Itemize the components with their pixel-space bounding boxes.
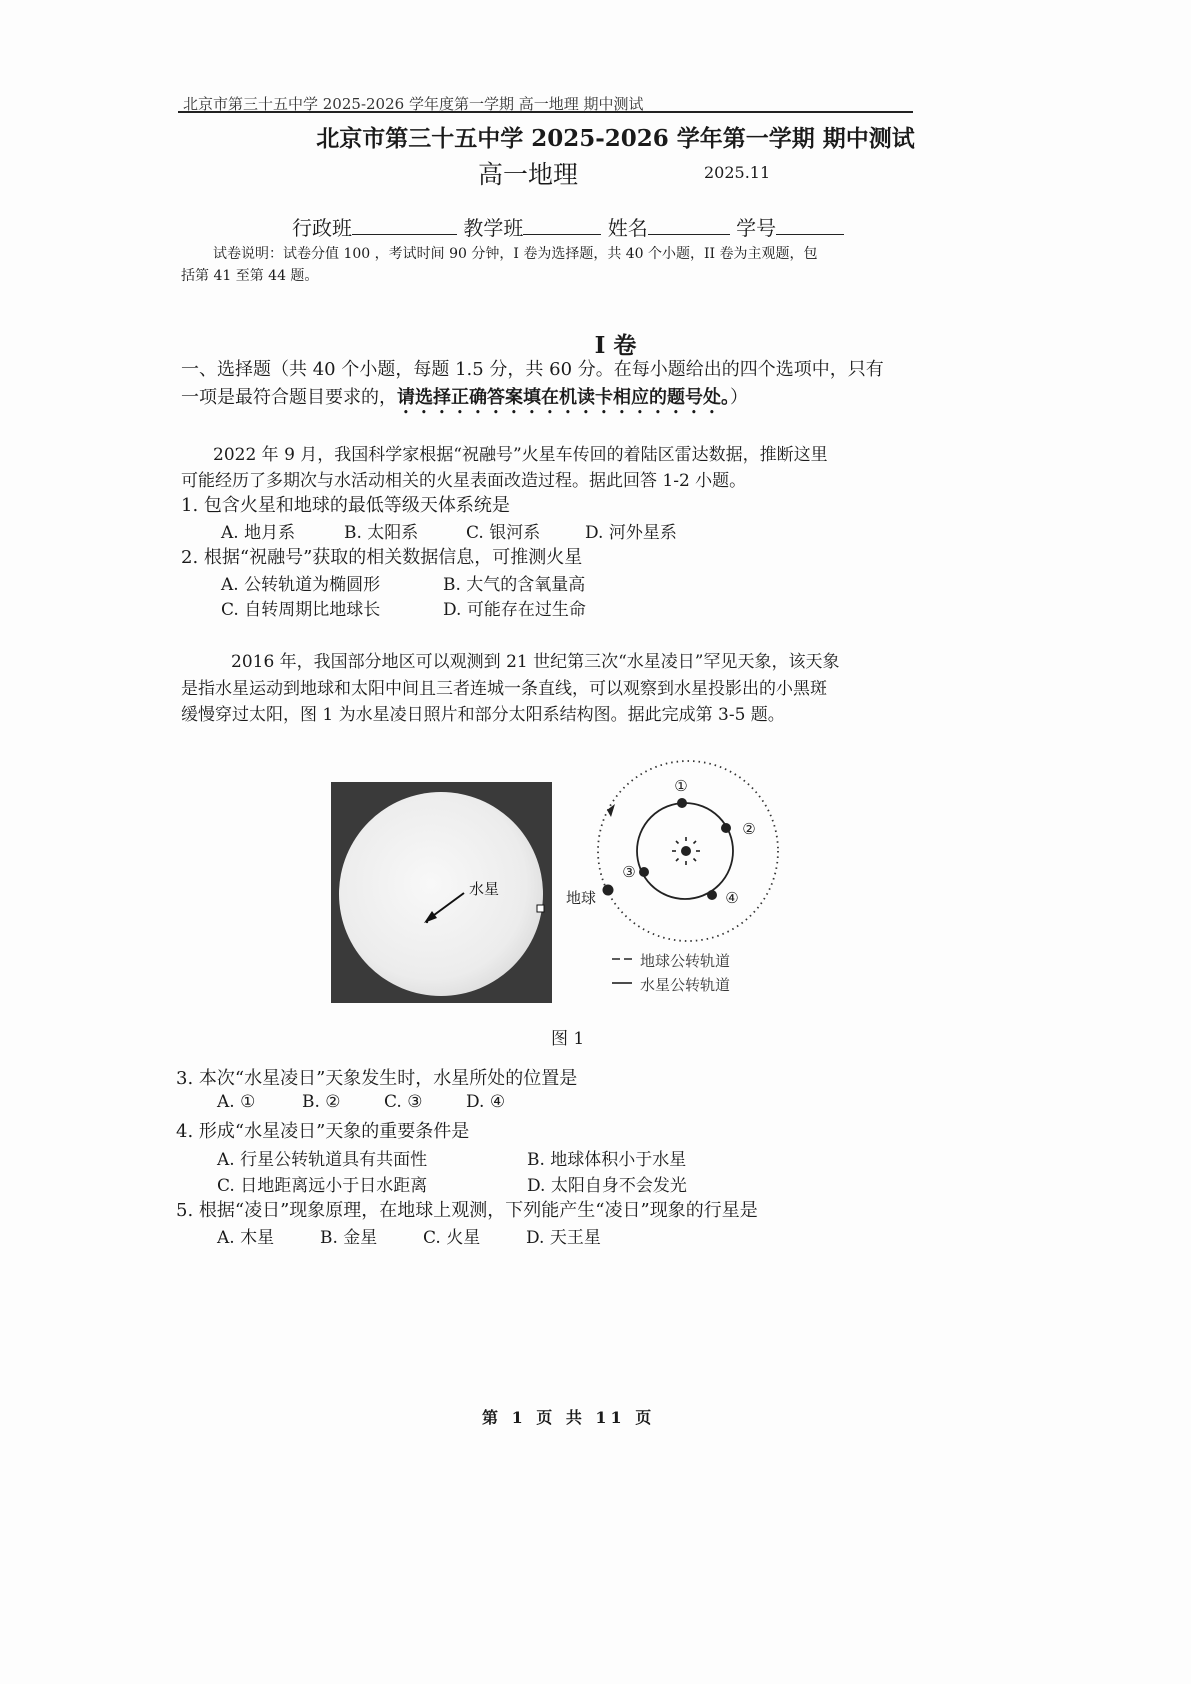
question-5-stem: 5. 根据“凌日”现象原理，在地球上观测，下列能产生“凌日”现象的行星是 bbox=[176, 1200, 758, 1221]
question-5-option-c[interactable]: C. 火星 bbox=[423, 1228, 481, 1248]
position-2-dot bbox=[721, 823, 731, 833]
question-2-option-a[interactable]: A. 公转轨道为椭圆形 bbox=[221, 575, 381, 595]
name-label: 姓名 bbox=[607, 216, 648, 240]
exam-description-line1: 试卷说明：试卷分值 100 ，考试时间 90 分钟，I 卷为选择题，共 40 个小题，II 卷为主观题，包 bbox=[213, 246, 818, 262]
position-1-dot bbox=[677, 798, 687, 808]
question-1-option-b[interactable]: B. 太阳系 bbox=[344, 523, 419, 543]
exam-description-line2: 括第 41 至第 44 题。 bbox=[181, 268, 319, 284]
page-footer: 第 1 页 共 11 页 bbox=[482, 1408, 656, 1427]
question-5-option-a[interactable]: A. 木星 bbox=[217, 1228, 275, 1248]
question-4-option-d[interactable]: D. 太阳自身不会发光 bbox=[527, 1176, 687, 1196]
student-id-field[interactable] bbox=[776, 216, 844, 235]
question-1-option-c[interactable]: C. 银河系 bbox=[466, 523, 541, 543]
question-3-option-a[interactable]: A. ① bbox=[217, 1092, 256, 1112]
student-id-label: 学号 bbox=[736, 216, 777, 240]
header-rule bbox=[178, 111, 913, 113]
passage2-line1: 2016 年，我国部分地区可以观测到 21 世纪第三次“水星凌日”罕见天象，该天象 bbox=[231, 652, 840, 672]
figure-caption: 图 1 bbox=[551, 1029, 585, 1049]
position-1-label: ① bbox=[674, 777, 688, 795]
question-3-option-d[interactable]: D. ④ bbox=[466, 1092, 506, 1112]
legend-earth-orbit: 地球公转轨道 bbox=[640, 952, 731, 970]
question-4-option-a[interactable]: A. 行星公转轨道具有共面性 bbox=[217, 1150, 428, 1170]
section-title: I 卷 bbox=[594, 332, 637, 359]
question-3-option-b[interactable]: B. ② bbox=[302, 1092, 341, 1112]
position-2-label: ② bbox=[742, 820, 756, 838]
question-4-stem: 4. 形成“水星凌日”天象的重要条件是 bbox=[176, 1121, 470, 1142]
question-5-option-b[interactable]: B. 金星 bbox=[320, 1228, 378, 1248]
question-4-option-c[interactable]: C. 日地距离远小于日水距离 bbox=[217, 1176, 428, 1196]
passage1-line2: 可能经历了多期次与水活动相关的火星表面改造过程。据此回答 1-2 小题。 bbox=[181, 471, 747, 491]
question-2-option-c[interactable]: C. 自转周期比地球长 bbox=[221, 600, 381, 620]
arrow-icon bbox=[331, 782, 552, 1003]
admin-class-label: 行政班 bbox=[292, 216, 352, 240]
instruction-end: ） bbox=[730, 387, 748, 408]
running-header: 北京市第三十五中学 2025-2026 学年度第一学期 高一地理 期中测试 bbox=[183, 95, 644, 113]
passage2-line3: 缓慢穿过太阳，图 1 为水星凌日照片和部分太阳系结构图。据此完成第 3-5 题。 bbox=[181, 705, 785, 725]
instruction-plain: 一项是最符合题目要求的， bbox=[181, 387, 397, 408]
sun-icon bbox=[672, 837, 700, 865]
question-2-option-d[interactable]: D. 可能存在过生命 bbox=[443, 600, 586, 620]
passage2-line2: 是指水星运动到地球和太阳中间且三者连城一条直线，可以观察到水星投影出的小黑斑 bbox=[181, 679, 827, 699]
instruction-emphasis: 请选择正确答案填在机读卡相应的题号处。 bbox=[397, 387, 730, 408]
orbit-direction-icon bbox=[607, 804, 615, 817]
teaching-class-field[interactable] bbox=[523, 216, 601, 235]
legend-mercury-orbit: 水星公转轨道 bbox=[640, 976, 731, 994]
mercury-transit-photo bbox=[331, 782, 552, 1003]
position-4-label: ④ bbox=[725, 889, 739, 907]
section-instruction-line1: 一、选择题（共 40 个小题，每题 1.5 分，共 60 分。在每小题给出的四个选项中，只有 bbox=[181, 359, 884, 380]
section-instruction-line2 bbox=[181, 383, 748, 418]
question-2-option-b[interactable]: B. 大气的含氧量高 bbox=[443, 575, 586, 595]
mercury-label: 水星 bbox=[469, 880, 500, 898]
passage1-line1: 2022 年 9 月，我国科学家根据“祝融号”火星车传回的着陆区雷达数据，推断这里 bbox=[213, 445, 828, 465]
earth-label: 地球 bbox=[566, 889, 597, 907]
question-3-option-c[interactable]: C. ③ bbox=[384, 1092, 423, 1112]
position-3-dot bbox=[639, 867, 649, 877]
student-info-line bbox=[292, 212, 844, 241]
question-4-option-b[interactable]: B. 地球体积小于水星 bbox=[527, 1150, 687, 1170]
exam-date: 2025.11 bbox=[704, 163, 771, 182]
question-3-stem: 3. 本次“水星凌日”天象发生时，水星所处的位置是 bbox=[176, 1068, 578, 1089]
admin-class-field[interactable] bbox=[352, 216, 457, 235]
name-field[interactable] bbox=[648, 216, 730, 235]
exam-title: 北京市第三十五中学 2025-2026 学年第一学期 期中测试 bbox=[316, 125, 915, 152]
question-2-stem: 2. 根据“祝融号”获取的相关数据信息，可推测火星 bbox=[181, 547, 583, 568]
question-1-option-d[interactable]: D. 河外星系 bbox=[585, 523, 677, 543]
question-5-option-d[interactable]: D. 天王星 bbox=[526, 1228, 601, 1248]
question-1-stem: 1. 包含火星和地球的最低等级天体系统是 bbox=[181, 495, 510, 516]
question-1-option-a[interactable]: A. 地月系 bbox=[221, 523, 296, 543]
position-4-dot bbox=[707, 890, 717, 900]
exam-subject: 高一地理 bbox=[478, 160, 579, 189]
position-3-label: ③ bbox=[622, 863, 636, 881]
earth-dot bbox=[603, 885, 614, 896]
teaching-class-label: 教学班 bbox=[463, 216, 524, 240]
